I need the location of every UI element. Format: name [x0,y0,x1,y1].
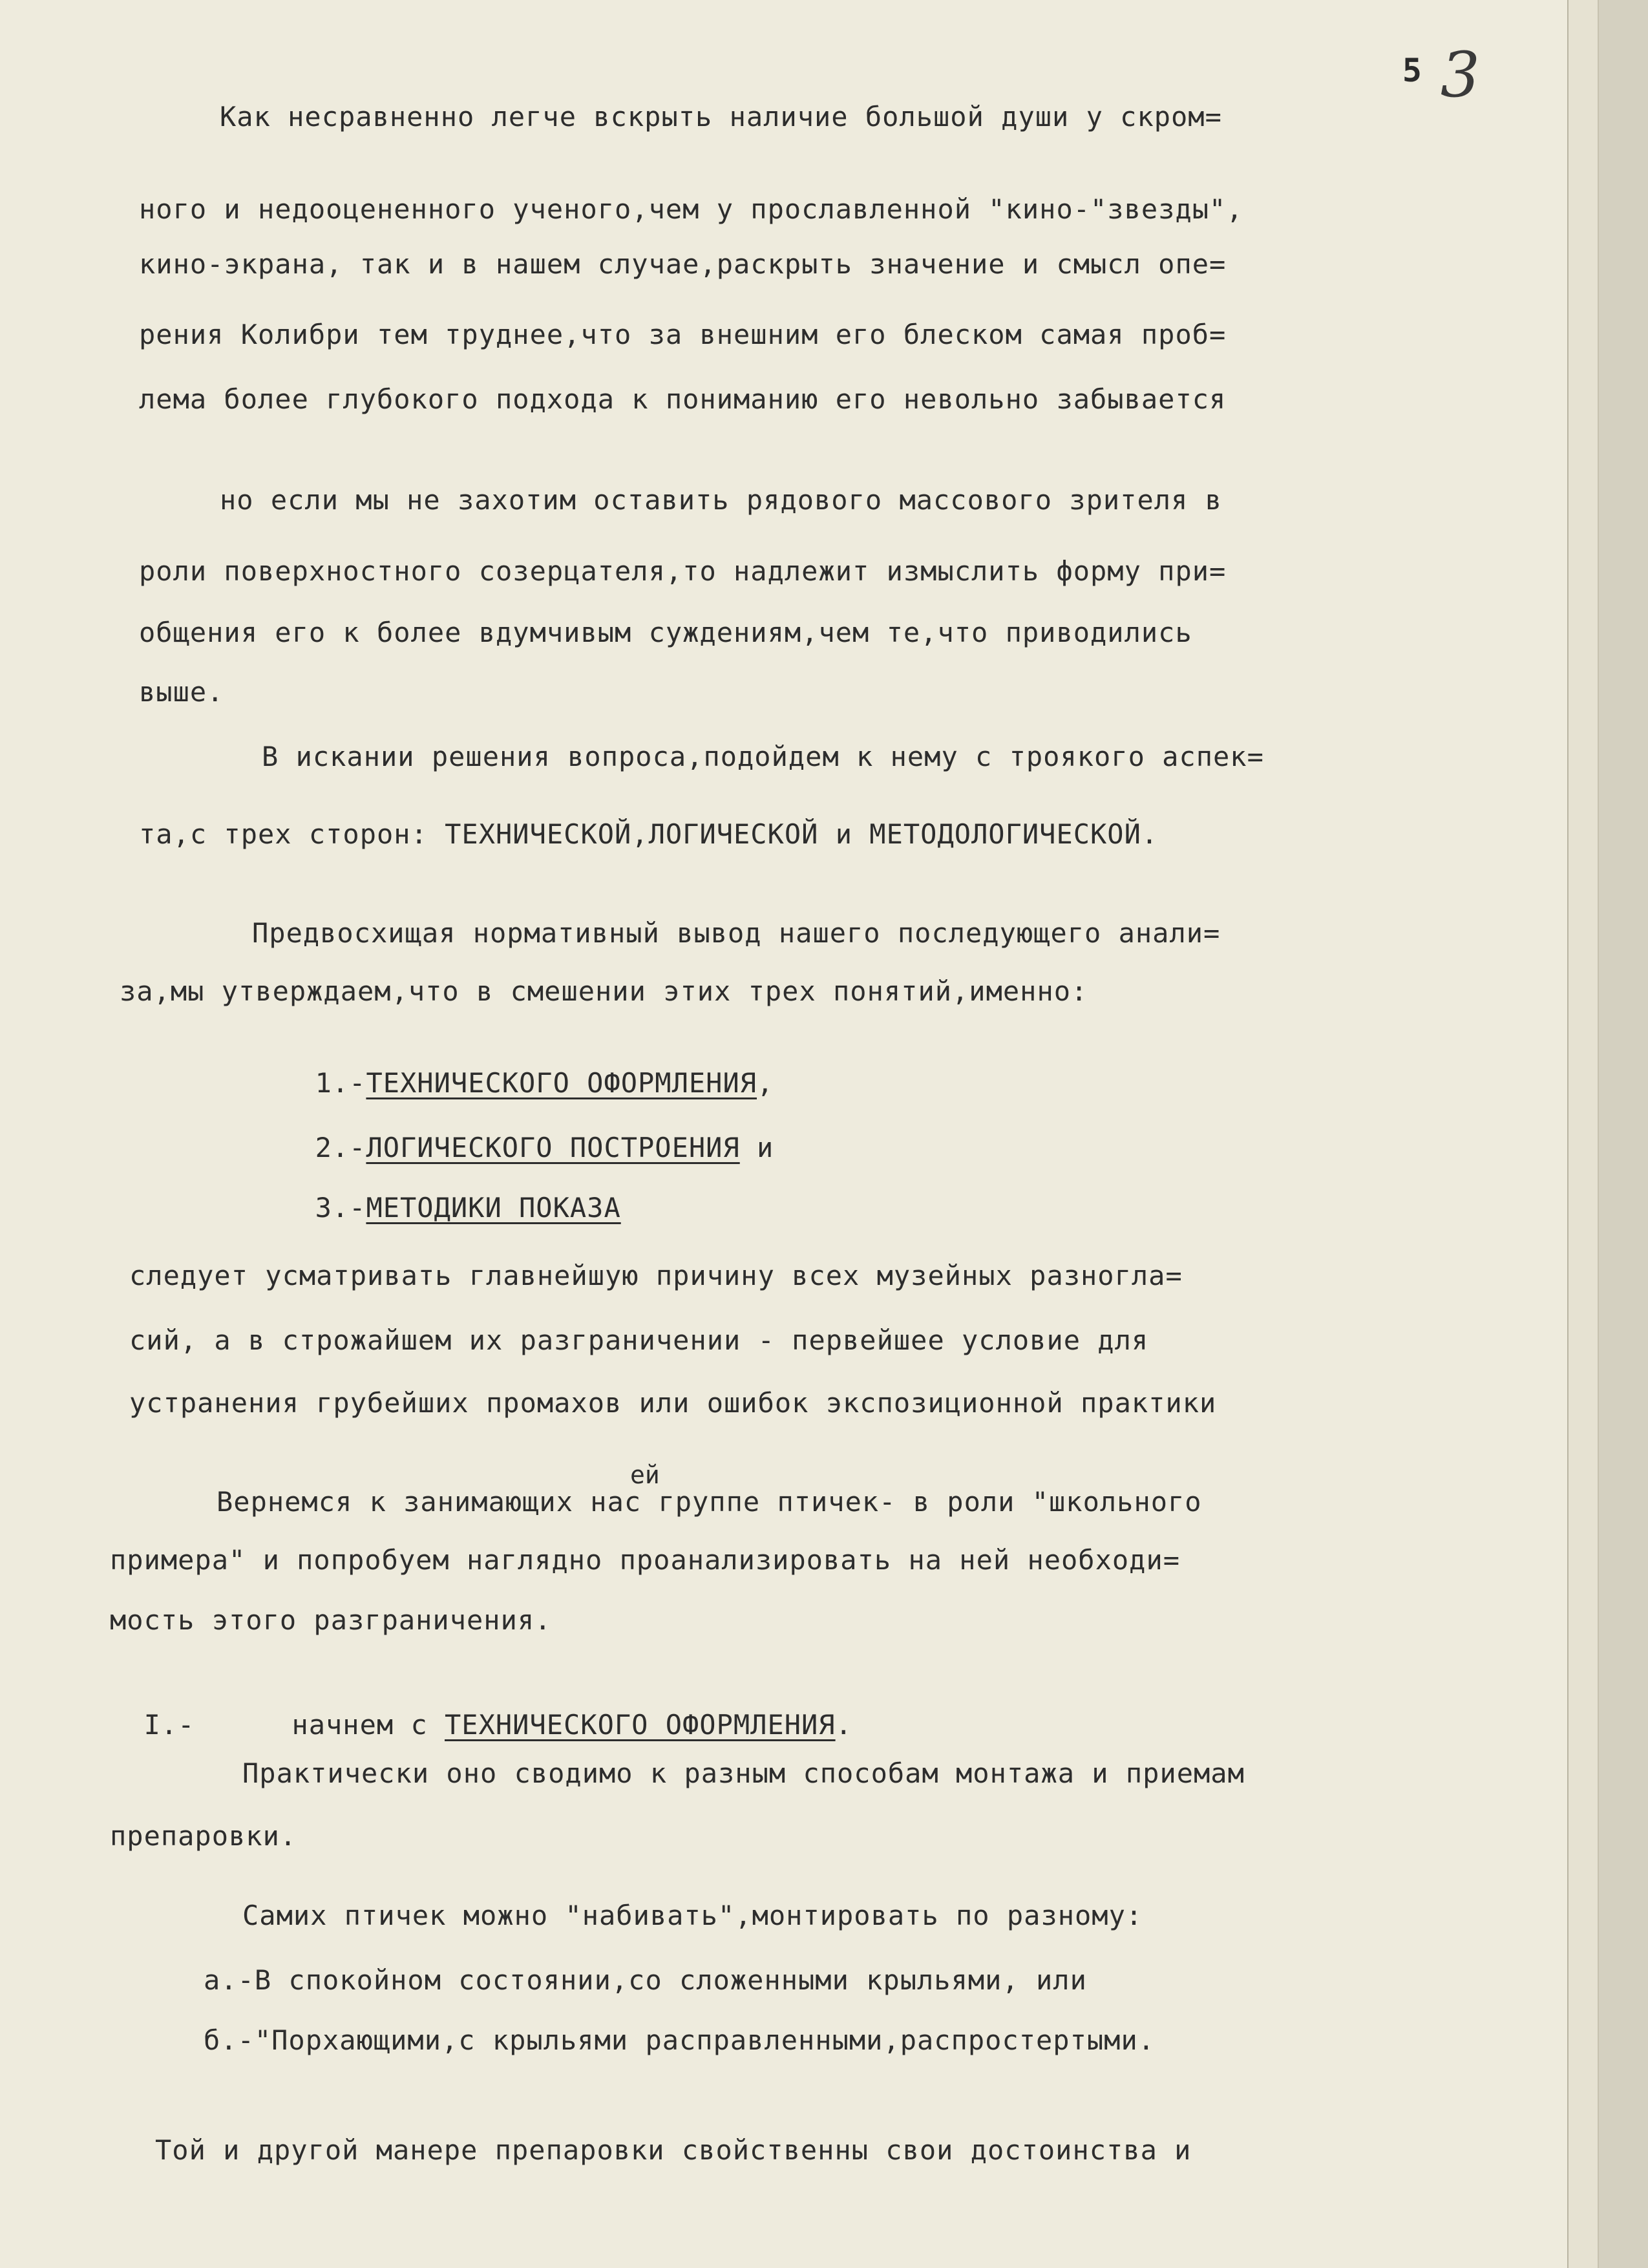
text-line: ного и недооцененного ученого,чем у прославленной "кино-"звезды", [139,193,1243,225]
list-item-suffix: , [757,1067,774,1099]
list-number: 2.- [315,1132,366,1163]
text-line: за,мы утверждаем,что в смешении этих трех понятий,именно: [120,975,1088,1007]
text-line: примера" и попробуем наглядно проанализировать на ней необходи= [110,1544,1181,1576]
list-number: 1.- [315,1067,366,1099]
option-item: а.-В спокойном состоянии,со сложенными крыльями, или [204,1964,1087,1996]
text-line: но если мы не захотим оставить рядового массового зрителя в [220,484,1222,516]
page-number: 5 [1402,52,1422,89]
text-line: мость этого разграничения. [110,1604,552,1636]
handwritten-page-number: 3 [1440,39,1480,111]
list-item [281,1043,774,1097]
text-line: лема более глубокого подхода к пониманию его невольно забывается [139,383,1227,415]
text-line: следует усматривать главнейшую причину всех музейных разногла= [129,1260,1183,1291]
text-line: препаровки. [110,1820,297,1852]
scan-background [1596,0,1648,2268]
section-heading [110,1684,852,1739]
section-number: I.- [143,1709,195,1741]
option-item: б.-"Порхающими,с крыльями расправленными,распростертыми. [204,2024,1156,2056]
text-line: рения Колибри тем труднее,что за внешним его блеском самая проб= [139,319,1227,350]
list-item-text: ЛОГИЧЕСКОГО ПОСТРОЕНИЯ [366,1132,740,1163]
text-line: Как несравненно легче вскрыть наличие большой души у скром= [220,101,1222,132]
list-item-text: ТЕХНИЧЕСКОГО ОФОРМЛЕНИЯ [366,1067,757,1099]
text-line: выше. [139,676,224,708]
list-item [281,1167,621,1222]
text-line: кино-экрана, так и в нашем случае,раскрыть значение и смысл опе= [139,248,1227,280]
text-line: та,с трех сторон: ТЕХНИЧЕСКОЙ,ЛОГИЧЕСКОЙ и МЕТОДОЛОГИЧЕСКОЙ. [139,818,1159,850]
text-line: общения его к более вдумчивым суждениям,чем те,что приводились [139,617,1192,648]
text-line: устранения грубейших промахов или ошибок экспозиционной практики [129,1387,1217,1419]
list-item-text: МЕТОДИКИ ПОКАЗА [366,1192,621,1224]
text-line: Той и другой манере препаровки свойственны свои достоинства и [155,2134,1192,2166]
list-number: 3.- [315,1192,366,1224]
section-suffix: . [835,1709,852,1741]
section-lead: начнем с [291,1709,445,1741]
text-line: сий, а в строжайшем их разграничении - первейшее условие для [129,1324,1149,1356]
typed-correction: ей [630,1461,660,1489]
list-item-suffix: и [739,1132,774,1163]
text-line: Вернемся к занимающих нас группе птичек- в роли "школьного [217,1486,1202,1518]
text-line: Самих птичек можно "набивать",монтировать по разному: [242,1900,1143,1931]
text-line: Предвосхищая нормативный вывод нашего последующего анали= [252,917,1221,949]
text-line: роли поверхностного созерцателя,то надлежит измыслить форму при= [139,555,1227,587]
section-title: ТЕХНИЧЕСКОГО ОФОРМЛЕНИЯ [445,1709,836,1741]
text-line: В искании решения вопроса,подойдем к нему с троякого аспек= [262,741,1264,772]
text-line: Практически оно сводимо к разным способам монтажа и приемам [242,1757,1245,1789]
page-edge [1567,0,1599,2268]
list-item [281,1107,774,1161]
